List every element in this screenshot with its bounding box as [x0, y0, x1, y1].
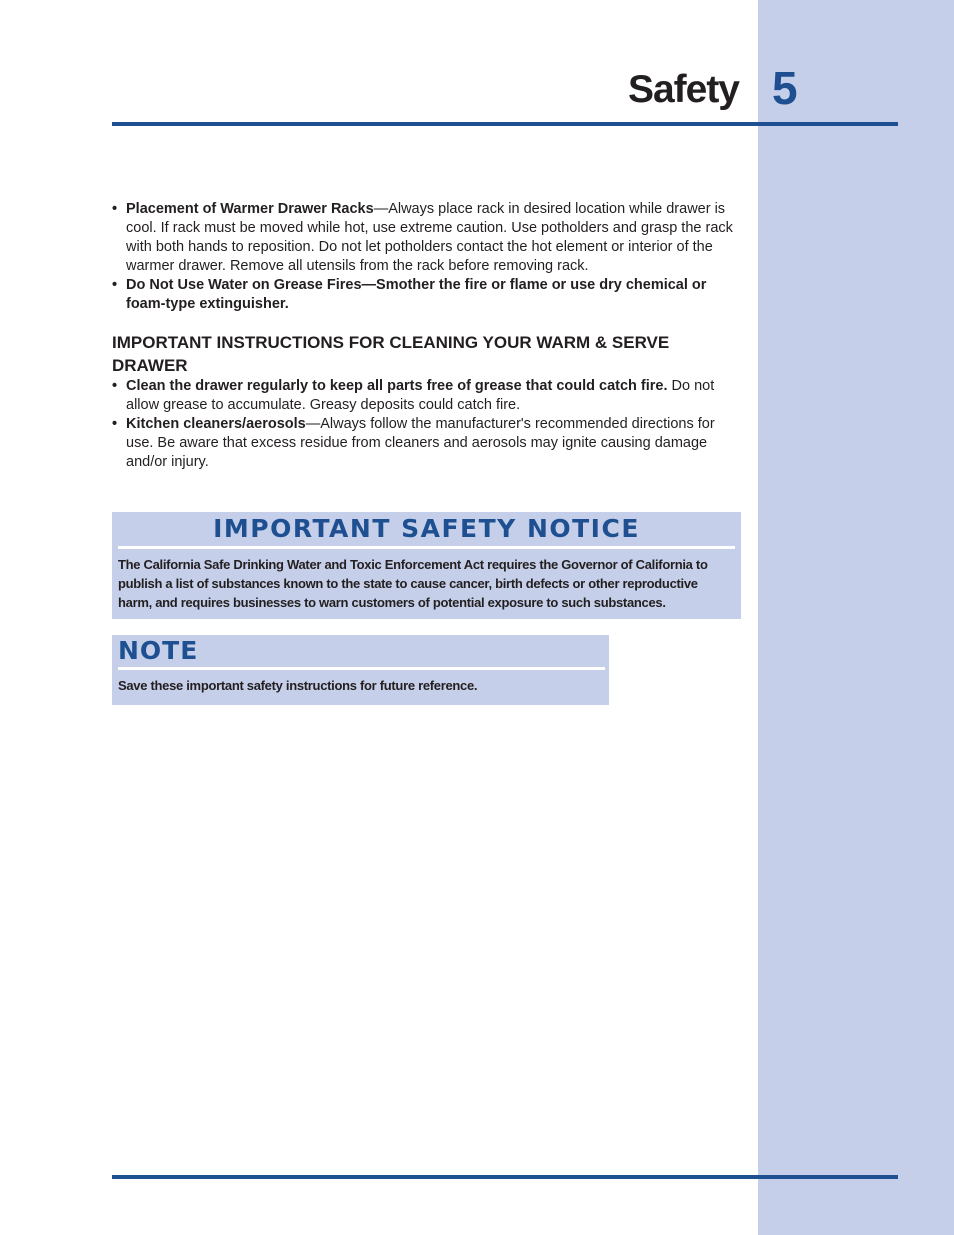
list-item — [112, 276, 740, 314]
bullet-list-cleaning — [112, 377, 740, 472]
bullet-text: Do not allow grease to accumulate. Greasy deposits could catch fire. — [126, 378, 715, 413]
footer-divider — [112, 1175, 898, 1179]
bullet-list-top — [112, 200, 740, 314]
main-content — [112, 200, 740, 472]
bullet-text: —Always place rack in desired location while drawer is cool. If rack must be moved while hot, use extreme caution. Use potholders and grasp the rack with both hands to reposition. Do not let potholders contact the hot element or interior of the warmer drawer. Remove all utensils from the rack before removing rack. — [126, 201, 733, 274]
header-divider — [112, 122, 898, 126]
bullet-bold-text: Clean the drawer regularly to keep all parts free of grease that could catch fire. — [126, 378, 668, 394]
list-item — [112, 200, 740, 276]
safety-notice-body: The California Safe Drinking Water and Toxic Enforcement Act requires the Governor of California to publish a list of substances known to the state to cause cancer, birth defects or other reproductive harm, and requires businesses to warn customers of potential exposure to such substances. — [118, 557, 708, 610]
note-box — [112, 635, 609, 705]
note-body: Save these important safety instructions for future reference. — [118, 678, 478, 693]
bullet-text: —Always follow the manufacturer's recommended directions for use. Be aware that excess residue from cleaners and aerosols may ignite causing damage and/or injury. — [126, 416, 715, 470]
bullet-bold-text: Placement of Warmer Drawer Racks — [126, 201, 374, 217]
page-title: Safety — [627, 68, 739, 111]
page-number: 5 — [772, 62, 798, 114]
section-heading-cleaning: IMPORTANT INSTRUCTIONS FOR CLEANING YOUR WARM & SERVE DRAWER — [112, 333, 670, 375]
safety-notice-title: IMPORTANT SAFETY NOTICE — [213, 514, 640, 543]
bullet-bold-text: Kitchen cleaners/aerosols — [126, 416, 306, 432]
list-item — [112, 377, 740, 415]
side-color-band — [758, 0, 954, 1235]
safety-notice-box — [112, 512, 741, 619]
bullet-bold-text: Do Not Use Water on Grease Fires—Smother the fire or flame or use dry chemical or foam-type extinguisher. — [126, 277, 707, 312]
note-title: NOTE — [118, 636, 199, 665]
list-item — [112, 415, 740, 472]
